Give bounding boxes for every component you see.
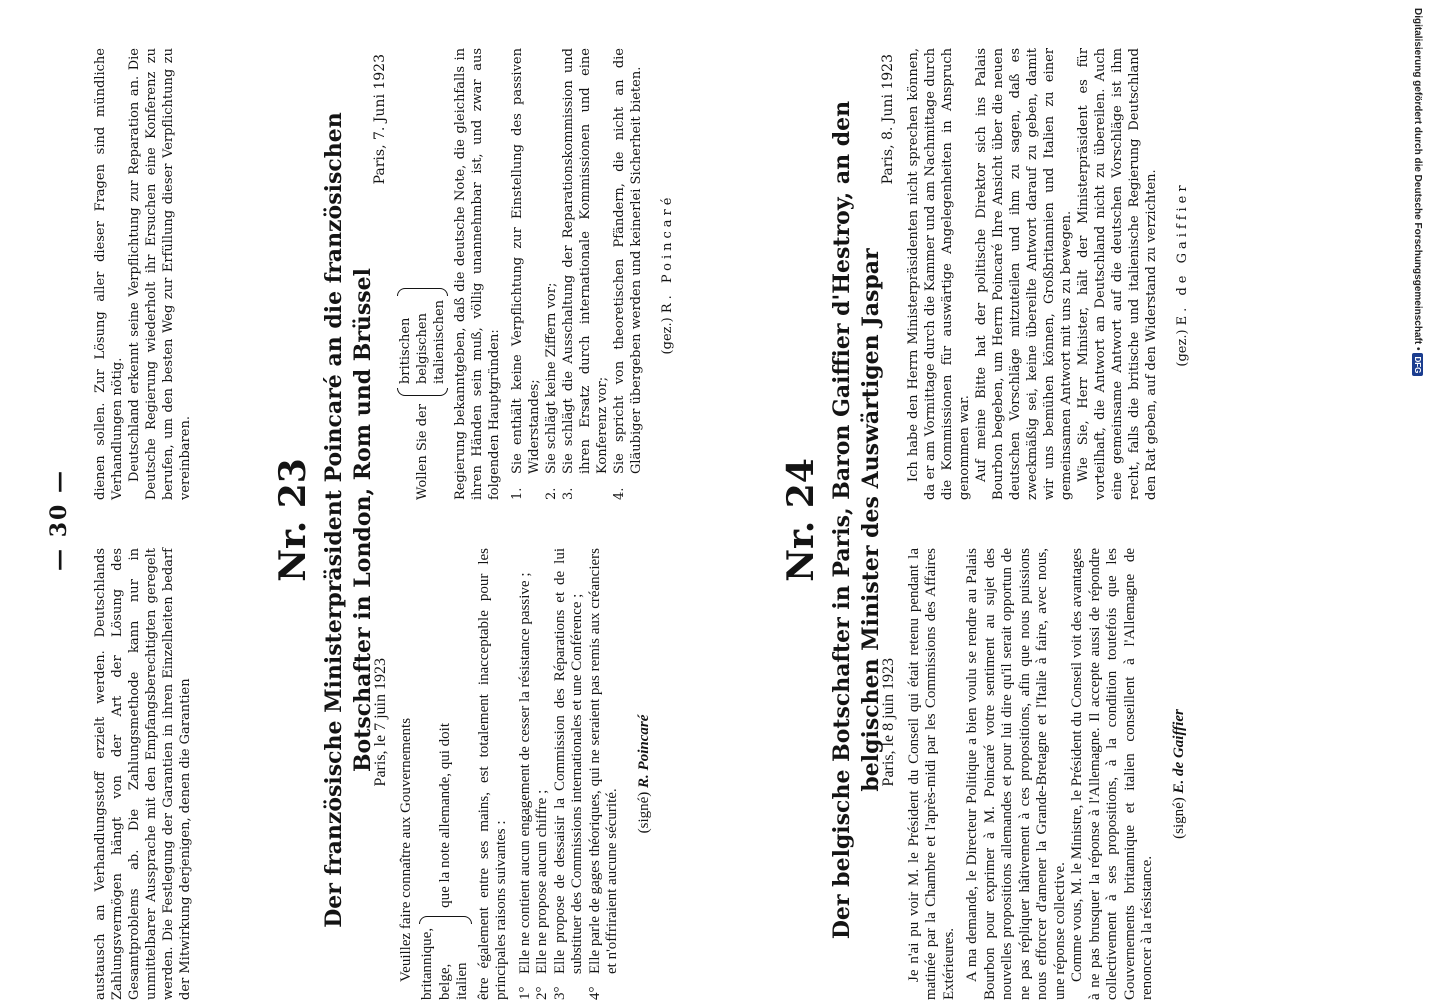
scanned-page xyxy=(40,40,1400,1000)
document-24-fr-paragraph-1: Je n'ai pu voir M. le Président du Conseil qui était retenu pendant la matinée par la Chambre et l'après-midi par les Commissions des Affaires Extérieures. xyxy=(905,548,957,1000)
document-23-de-date: Paris, 7. Juni 1923 xyxy=(372,54,388,185)
document-24-de-paragraph-2: Auf meine Bitte hat der politische Direktor sich ins Palais Bourbon begeben, um Herrn Poincaré Ihre Ansicht über die neuen deutschen Vorschläge mitzuteilen und ihm zu sagen, daß es zweckmäßig sei, keine übereilte Antwort darauf zu geben, damit wir uns bemühen können, Großbritannien und Italien zu einer gemeinsamen Antwort mit uns zu bewegen. xyxy=(974,48,1074,500)
document-24-number: Nr. 24 xyxy=(780,458,822,582)
document-24-fr-paragraph-3: Comme vous, M. le Ministre, le Président du Conseil voit des avantages à ne pas brusquer la réponse à l'Allemagne. Il accepte aussi de répondre collectivement à ses propositions, à la condition toutefois que les Gouvernements britannique et italien conseillent à l'Allemagne de renoncer à la résistance. xyxy=(1069,548,1155,1000)
document-23-fr-after-options: que la note allemande, qui doit xyxy=(436,722,453,908)
digitization-note xyxy=(1411,0,1425,1008)
document-24-german xyxy=(880,48,1191,500)
document-23 xyxy=(272,40,675,1000)
signature-prefix: (signé) xyxy=(635,791,652,834)
list-item: 3° Elle propose de dessaisir la Commission des Réparations et de lui substituer des Commissions internationales et une Conférence ; xyxy=(551,548,585,1000)
list-item: 2° Elle ne propose aucun chiffre ; xyxy=(534,789,550,1000)
list-item: 3. Sie schlägt die Ausschaltung der Reparationskommission und ihren Ersatz durch internationale Kommissionen und eine Konferenz vor; xyxy=(561,48,610,500)
continuation-right-text-2: Deutschland erkennt seine Verpflichtung zur Reparation an. Die Deutsche Regierung wiederholt ihr Ersuchen eine Konferenz zu berufen, um den besten Weg zur Erfüllung dieser Verpflichtung zu vereinbaren. xyxy=(127,48,193,500)
document-24-de-paragraph-3: Wie Sie, Herr Minister, hält der Ministerpräsident es für vorteilhaft, die Antwort an Deutschland nicht zu übereilen. Auch eine gemeinsame Antwort auf die deutschen Vorschläge ist ihm recht, falls die britische und italienische Regierung Deutschland den Rat geben, auf den Widerstand zu verzichten. xyxy=(1076,48,1159,500)
document-23-de-options xyxy=(397,300,448,384)
list-item: 4. Sie spricht von theoretischen Pfändern, die nicht an die Gläubiger übergeben werden und keinerlei Sicherheit bieten. xyxy=(612,48,644,500)
document-23-french xyxy=(372,548,653,1000)
document-23-fr-options xyxy=(419,928,472,1000)
document-23-title: Der französische Ministerpräsident Poincaré an die französischen Botschafter in London, Rom und Brüssel xyxy=(321,112,376,928)
document-23-fr-signature xyxy=(636,548,654,1000)
signature-name: E. de Gaiffier xyxy=(1170,709,1187,794)
document-24-fr-date: Paris, le 8 juin 1923 xyxy=(880,658,897,787)
signature-prefix: (gez.) xyxy=(660,317,675,355)
page-number: — 30 — xyxy=(46,469,72,571)
document-23-fr-list xyxy=(517,548,622,1000)
document-23-de-option: italienischen xyxy=(432,299,447,385)
list-item: 4° Elle parle de gages théoriques, qui ne seraient pas remis aux créanciers et n'offriraient aucune sécurité. xyxy=(586,548,620,1000)
document-23-de-choice xyxy=(397,48,448,500)
document-23-de-option: britischen xyxy=(398,317,413,385)
list-item: 1. Sie enthält keine Verpflichtung zur Einstellung des passiven Widerstandes; xyxy=(510,48,542,500)
document-23-fr-body: être également entre ses mains, est totalement inacceptable pour les principales raisons suivantes : xyxy=(475,548,509,1000)
document-23-fr-date: Paris, le 7 juin 1923 xyxy=(372,658,389,787)
document-24-fr-signature xyxy=(1171,548,1189,1000)
document-23-de-signature xyxy=(659,48,676,500)
document-24 xyxy=(780,40,1190,1000)
digitization-note-text: Digitalisierung gefördert durch die Deutsche Forschungsgemeinschaft • xyxy=(1412,8,1424,351)
document-23-fr-lead: Veuillez faire connaître aux Gouvernements xyxy=(397,717,414,982)
document-24-fr-paragraph-2: A ma demande, le Directeur Politique a bien voulu se rendre au Palais Bourbon pour exprimer à M. Poincaré votre sentiment au sujet des nouvelles propositions allemandes et pour lui dire qu'il serait opportun de ne pas répliquer hâtivement à ces propositions, afin que nous puissions nous efforcer d'amener la Grande-Bretagne et l'Italie à faire, avec nous, une réponse collective. xyxy=(964,548,1068,1000)
continuation-right-text-1: dienen sollen. Zur Lösung aller dieser Fragen sind mündliche Verhandlungen nötig. xyxy=(93,48,125,500)
document-23-fr-choice xyxy=(419,548,472,1000)
signature-prefix: (gez.) xyxy=(1175,329,1190,367)
signature-name: E. de Gaiffier xyxy=(1175,181,1190,326)
list-item: 2. Sie schlägt keine Ziffern vor; xyxy=(544,282,559,500)
document-23-de-body: Regierung bekanntgeben, daß die deutsche Note, die gleichfalls in ihren Händen sein muß, völlig unannehmbar ist, und zwar aus folgenden Hauptgründen: xyxy=(453,48,502,500)
document-24-de-paragraph-1: Ich habe den Herrn Ministerpräsidenten nicht sprechen können, da er am Vormittage durch die Kammer und am Nachmittage durch die Kommissionen für auswärtige Angelegenheiten in Anspruch genommen war. xyxy=(906,48,972,500)
document-23-number: Nr. 23 xyxy=(272,458,314,582)
continuation-left-text: austausch an Verhandlungsstoff erzielt werden. Deutschlands Zahlungsvermögen hängt von der Art der Lösung des Gesamtproblems ab. Die Zahlungsmethode kann nur in unmittelbarer Aussprache mit den Empfangsberechtigten geregelt werden. Die Festlegung der Garantien in ihren Einzelheiten bedarf der Mitwirkung derjenigen, denen die Garantien xyxy=(93,548,193,1000)
signature-name: R. Poincaré xyxy=(635,714,652,788)
document-23-de-option: belgischen xyxy=(415,313,430,385)
document-23-fr-option: belge, xyxy=(436,963,453,1000)
brace-symbol xyxy=(419,916,472,924)
document-23-fr-option: britannique, xyxy=(419,927,435,1000)
document-24-french xyxy=(880,548,1188,1000)
dfg-logo-badge: DFG xyxy=(1413,353,1424,376)
document-24-de-signature xyxy=(1174,48,1191,500)
brace-symbol xyxy=(397,388,448,396)
document-23-de-list xyxy=(509,48,645,500)
document-24-title: Der belgische Botschafter in Paris, Baron Gaiffier d'Hestroy, an den belgischen Minister des Auswärtigen Jaspar xyxy=(829,100,884,940)
list-item: 1° Elle ne contient aucun engagement de cesser la résistance passive ; xyxy=(516,572,533,1000)
document-23-german xyxy=(372,48,676,500)
document-23-fr-option: italien xyxy=(454,962,470,1000)
signature-prefix: (signé) xyxy=(1170,797,1187,839)
document-23-de-lead: Wollen Sie der xyxy=(415,404,430,500)
brace-symbol xyxy=(397,288,448,296)
continuation-right-column xyxy=(92,48,194,500)
document-24-de-date: Paris, 8. Juni 1923 xyxy=(880,54,896,185)
signature-name: R. Poincaré xyxy=(660,193,675,314)
